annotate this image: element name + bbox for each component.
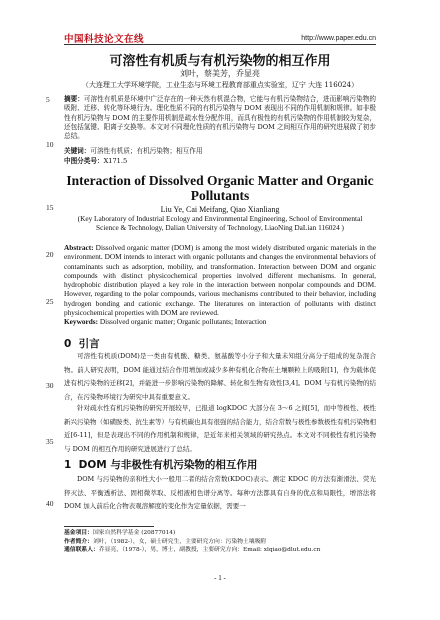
- journal-logo: [64, 33, 144, 43]
- abstract-en: [64, 243, 376, 317]
- line-number: 10: [46, 140, 54, 149]
- affiliation-en: (Key Laboratory of Industrial Ecology and Environmental Engineering, School of Environmental Science & Technology, Dalian University of Technology, LiaoNing DaLian 116024 ): [77, 214, 363, 233]
- section-heading-1: [64, 457, 257, 472]
- fund-label: 基金项目：: [64, 530, 93, 536]
- intro-paragraph-1: 可溶性有机质(DOM)是一类由有机酸、糖类、氨基酸等小分子和大量未知组分高分子组成的复杂混合物。前人研究表明，DOM 能通过结合作用增加或减少多种有机化合物在土壤颗粒上的吸附[1]，作为载体促进有机污染物的迁移[2]，并能进一步影响污染物的降解、转化和生物有效性[3,4]。DOM 与有机污染物的结合，在污染物环境行为研究中具有重要意义。: [64, 352, 376, 401]
- footnotes: [64, 529, 376, 555]
- keywords-cn-label: 关键词：: [64, 147, 91, 155]
- keywords-en: [64, 317, 376, 326]
- keywords-cn-text: 可溶性有机质；有机污染物；相互作用: [90, 147, 203, 155]
- authors-cn: 刘叶，蔡美芳，乔显亮: [180, 69, 260, 78]
- section-number: 1: [64, 459, 72, 471]
- keywords-en-label: Keywords:: [64, 317, 99, 326]
- page-number: - 1 -: [214, 574, 226, 582]
- affiliation-cn: （大连理工大学环境学院，工业生态与环境工程教育部重点实验室，辽宁 大连 116024）: [81, 81, 359, 89]
- footnote-author: [64, 538, 376, 547]
- abstract-en-text: Dissolved organic matter (DOM) is among the most widely distributed organic materials in the environment. DOM intends to interact with organic pollutants and changes the environmental behaviors of contaminants such as adsorption, mobility, and transformation. Interaction between DOM and organic compounds with distinct physicochemical properties involved different mechanisms. In general, hydrophobic distribution played a key role in the interaction between nonpolar compounds and DOM. However, regarding to the polar compounds, various mechanisms contributed to their behavior, including hydrogen bonding and cationic exchange. The literatures on interaction of pollutants with distinct physicochemical properties with DOM are reviewed.: [64, 243, 376, 317]
- abstract-en-label: Abstract:: [64, 243, 94, 252]
- line-number: 15: [46, 203, 54, 212]
- line-number: 35: [46, 437, 54, 446]
- line-number: 5: [46, 95, 50, 104]
- section1-paragraph-1: DOM 与污染物的亲和性大小一般用二者的结合常数(KDOC)表示。测定 KDOC 的方法有渐滑法、荧光猝灭法、平衡透析法、固相微萃取、反相液相色谱分离等。每种方法都具有自身的优点和局限性，增溶法将 DOM 加入前后化合物表观溶解度的变化作为定量依据，需要一: [64, 475, 376, 510]
- footnote-contact: [64, 546, 376, 555]
- paper-title-en: Interaction of Dissolved Organic Matter and Organic Pollutants: [66, 173, 374, 203]
- authors-en: Liu Ye, Cai Meifang, Qiao Xianliang: [160, 205, 280, 214]
- contact-text: 乔显亮，（1978-），男，博士，副教授，主要研究方向：Email: xlqiao@dlut.edu.cn: [98, 547, 321, 553]
- abstract-cn-label: 摘要：: [64, 95, 84, 103]
- section-number: 0: [64, 338, 72, 350]
- journal-logo-text: 中国科技论文在线: [64, 34, 145, 45]
- clc-cn-text: X171.5: [103, 157, 128, 165]
- intro-paragraph-2: 针对疏水性有机污染物的研究开展较早，已报道 logKDOC 大部分在 3～6 之间[5]，而中等极性、极性新兴污染物（如磺胺类、抗生素等）与有机碳也具有很强的结合能力，结合常数与极性参数极性有机污染物相近[6-11]，但是表现出不同的作用机制和规律，是近年来相关领域的研究热点。本文对不同极性有机污染物与 DOM 的相互作用的研究进展进行了总结。: [64, 404, 376, 453]
- paper-title-cn: 可溶性有机质与有机污染物的相互作用: [109, 54, 331, 69]
- abstract-cn-text: 可溶性有机质是环境中广泛存在的一种天然有机混合物，它能与有机污染物结合，进而影响污染物的吸附、迁移、转化等环境行为。理化性质不同的有机污染物与 DOM 表现出不同的作用机制和规律。如非极性有机污染物与 DOM 的主要作用机制是疏水性分配作用，而具有极性的有机污染物的作用机制较为复杂，还包括氢键、阳离子交换等。本文对不同理化性质的有机污染物与 DOM 之间相互作用的研究进展做了初步总结。: [64, 95, 377, 141]
- footnote-fund: [64, 529, 376, 538]
- footnote-rule: [64, 526, 154, 527]
- fund-text: 国家自然科学基金 (20877014): [93, 530, 176, 536]
- section-title: 引言: [78, 338, 100, 350]
- keywords-cn: [64, 147, 376, 156]
- journal-url[interactable]: http://www.paper.edu.cn: [301, 35, 376, 42]
- clc-cn-label: 中图分类号：: [64, 157, 104, 165]
- line-number: 30: [46, 381, 54, 390]
- keywords-en-text: Dissolved organic matter; Organic pollutants; Interaction: [99, 317, 267, 326]
- section-heading-intro: [64, 336, 100, 351]
- contact-label: 通信联系人：: [64, 547, 99, 553]
- line-number: 20: [46, 250, 54, 259]
- line-number: 40: [46, 499, 54, 508]
- author-label: 作者简介：: [64, 538, 93, 545]
- clc-cn: [64, 157, 376, 166]
- section-title: DOM 与非极性有机污染物的相互作用: [78, 459, 258, 471]
- page-header: [0, 0, 440, 44]
- line-number: 25: [46, 297, 54, 306]
- author-text: 刘叶，（1982-），女，硕士研究生，主要研究方向：污染物土壤吸附: [93, 538, 267, 545]
- abstract-cn: [64, 95, 376, 141]
- header-rule: [64, 44, 376, 45]
